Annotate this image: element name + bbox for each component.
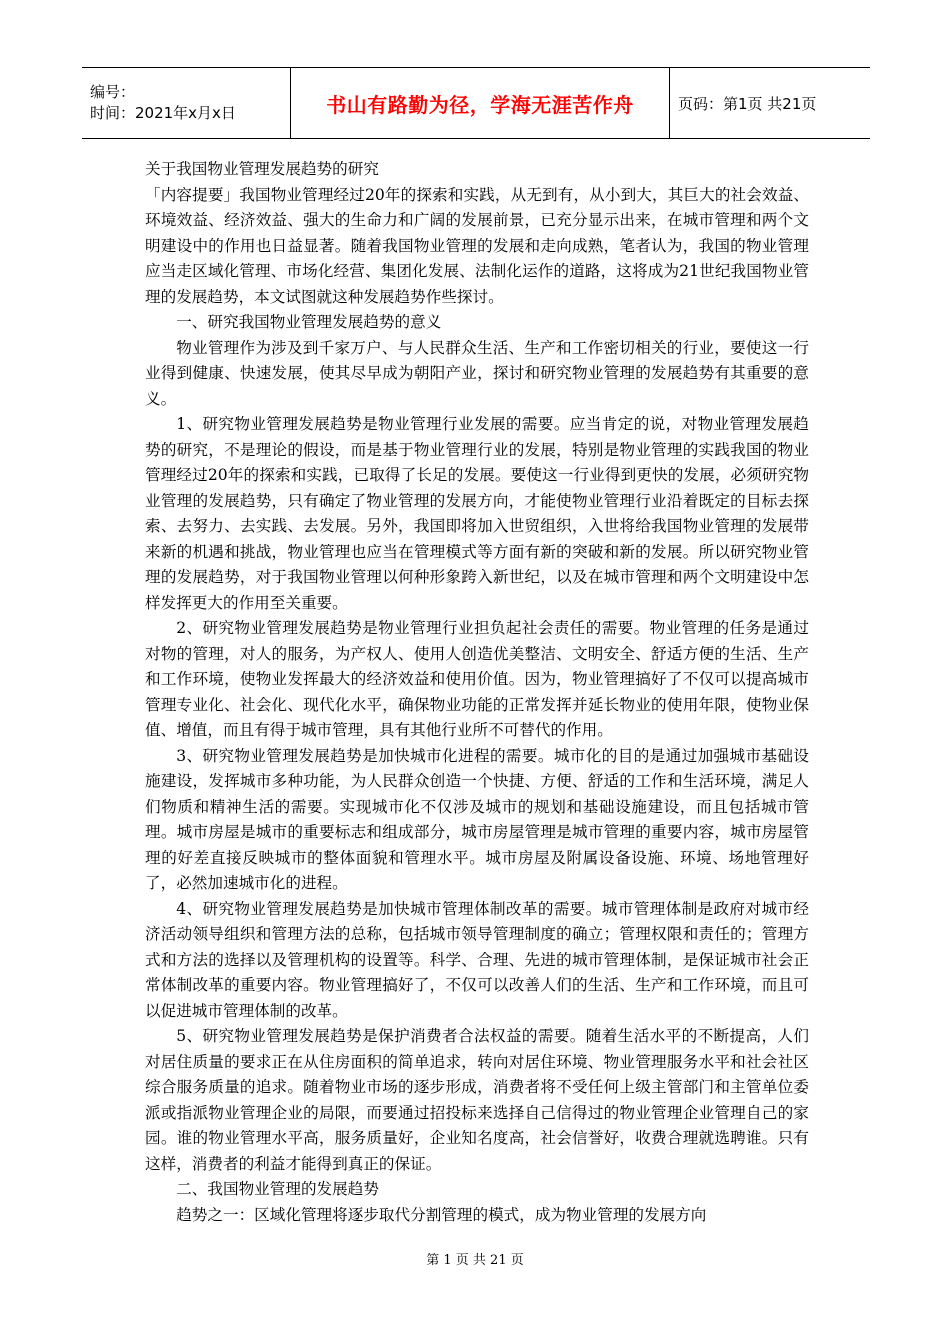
header-page-info <box>670 68 870 138</box>
section2-heading: 二、我国物业管理的发展趋势 <box>176 1180 379 1198</box>
footer-page-info: 第 1 页 共 21 页 <box>426 1253 524 1268</box>
page-footer <box>0 1249 950 1268</box>
page-label: 页码：第1页 共21页 <box>678 94 817 113</box>
section1-heading: 一、研究我国物业管理发展趋势的意义 <box>176 313 442 331</box>
number-label: 编号： <box>90 83 136 101</box>
section1-intro: 物业管理作为涉及到千家万户、与人民群众生活、生产和工作密切相关的行业，要使这一行业得到健康、快速发展，使其尽早成为朝阳产业，探讨和研究物业管理的发展趋势有其重要的意义。 <box>145 338 809 408</box>
header-meta <box>82 68 291 138</box>
document-body <box>145 157 809 1228</box>
abstract-paragraph: 「内容提要」我国物业管理经过20年的探索和实践，从无到有，从小到大，其巨大的社会效益、环境效益、经济效益、强大的生命力和广阔的发展前景，已充分显示出来，在城市管理和两个文明建设中的作用也日益显著。随着我国物业管理的发展和走向成熟，笔者认为，我国的物业管理应当走区域化管理、市场化经营、集团化发展、法制化运作的道路，这将成为21世纪我国物业管理的发展趋势，本文试图就这种发展趋势作些探讨。 <box>145 185 809 306</box>
header-motto <box>291 68 670 138</box>
point3-paragraph: 3、研究物业管理发展趋势是加快城市化进程的需要。城市化的目的是通过加强城市基础设施建设，发挥城市多种功能，为人民群众创造一个快捷、方便、舒适的工作和生活环境，满足人们物质和精神生活的需要。实现城市化不仅涉及城市的规划和基础设施建设，而且包括城市管理。城市房屋是城市的重要标志和组成部分，城市房屋管理是城市管理的重要内容，城市房屋管理的好差直接反映城市的整体面貌和管理水平。城市房屋及附属设备设施、环境、场地管理好了，必然加速城市化的进程。 <box>145 746 809 892</box>
trend1-paragraph: 趋势之一：区域化管理将逐步取代分割管理的模式，成为物业管理的发展方向 <box>176 1205 707 1224</box>
point2-paragraph: 2、研究物业管理发展趋势是物业管理行业担负起社会责任的需要。物业管理的任务是通过对物的管理，对人的服务，为产权人、使用人创造优美整洁、文明安全、舒适方便的生活、生产和工作环境，使物业发挥最大的经济效益和使用价值。因为，物业管理搞好了不仅可以提高城市管理专业化、社会化、现代化水平，确保物业功能的正常发挥并延长物业的使用年限，使物业保值、增值，而且有得于城市管理，具有其他行业所不可替代的作用。 <box>145 619 809 739</box>
point1-paragraph: 1、研究物业管理发展趋势是物业管理行业发展的需要。应当肯定的说，对物业管理发展趋势的研究，不是理论的假设，而是基于物业管理行业的发展，特别是物业管理的实践我国的物业管理经过20年的探索和实践，已取得了长足的发展。要使这一行业得到更快的发展，必须研究物业管理的发展趋势，只有确定了物业管理的发展方向，才能使物业管理行业沿着既定的目标去探索、去努力、去实践、去发展。另外，我国即将加入世贸组织，入世将给我国物业管理的发展带来新的机遇和挑战，物业管理也应当在管理模式等方面有新的突破和新的发展。所以研究物业管理的发展趋势，对于我国物业管理以何种形象跨入新世纪，以及在城市管理和两个文明建设中怎样发挥更大的作用至关重要。 <box>145 415 809 612</box>
motto-text: 书山有路勤为径，学海无涯苦作舟 <box>326 92 634 117</box>
time-label: 时间：2021年x月x日 <box>90 104 236 122</box>
point5-paragraph: 5、研究物业管理发展趋势是保护消费者合法权益的需要。随着生活水平的不断提高，人们对居住质量的要求正在从住房面积的简单追求，转向对居住环境、物业管理服务水平和社会社区综合服务质量的追求。随着物业市场的逐步形成，消费者将不受任何上级主管部门和主管单位委派或指派物业管理企业的局限，而要通过招投标来选择自己信得过的物业管理企业管理自己的家园。谁的物业管理水平高，服务质量好，企业知名度高，社会信誉好，收费合理就选聘谁。只有这样，消费者的利益才能得到真正的保证。 <box>145 1027 809 1173</box>
page-header <box>82 67 870 139</box>
point4-paragraph: 4、研究物业管理发展趋势是加快城市管理体制改革的需要。城市管理体制是政府对城市经济活动领导组织和管理方法的总称，包括城市领导管理制度的确立；管理权限和责任的；管理方式和方法的选择以及管理机构的设置等。科学、合理、先进的城市管理体制，是保证城市社会正常体制改革的重要内容。物业管理搞好了，不仅可以改善人们的生活、生产和工作环境，而且可以促进城市管理体制的改革。 <box>145 899 809 1020</box>
document-title: 关于我国物业管理发展趋势的研究 <box>145 160 379 178</box>
